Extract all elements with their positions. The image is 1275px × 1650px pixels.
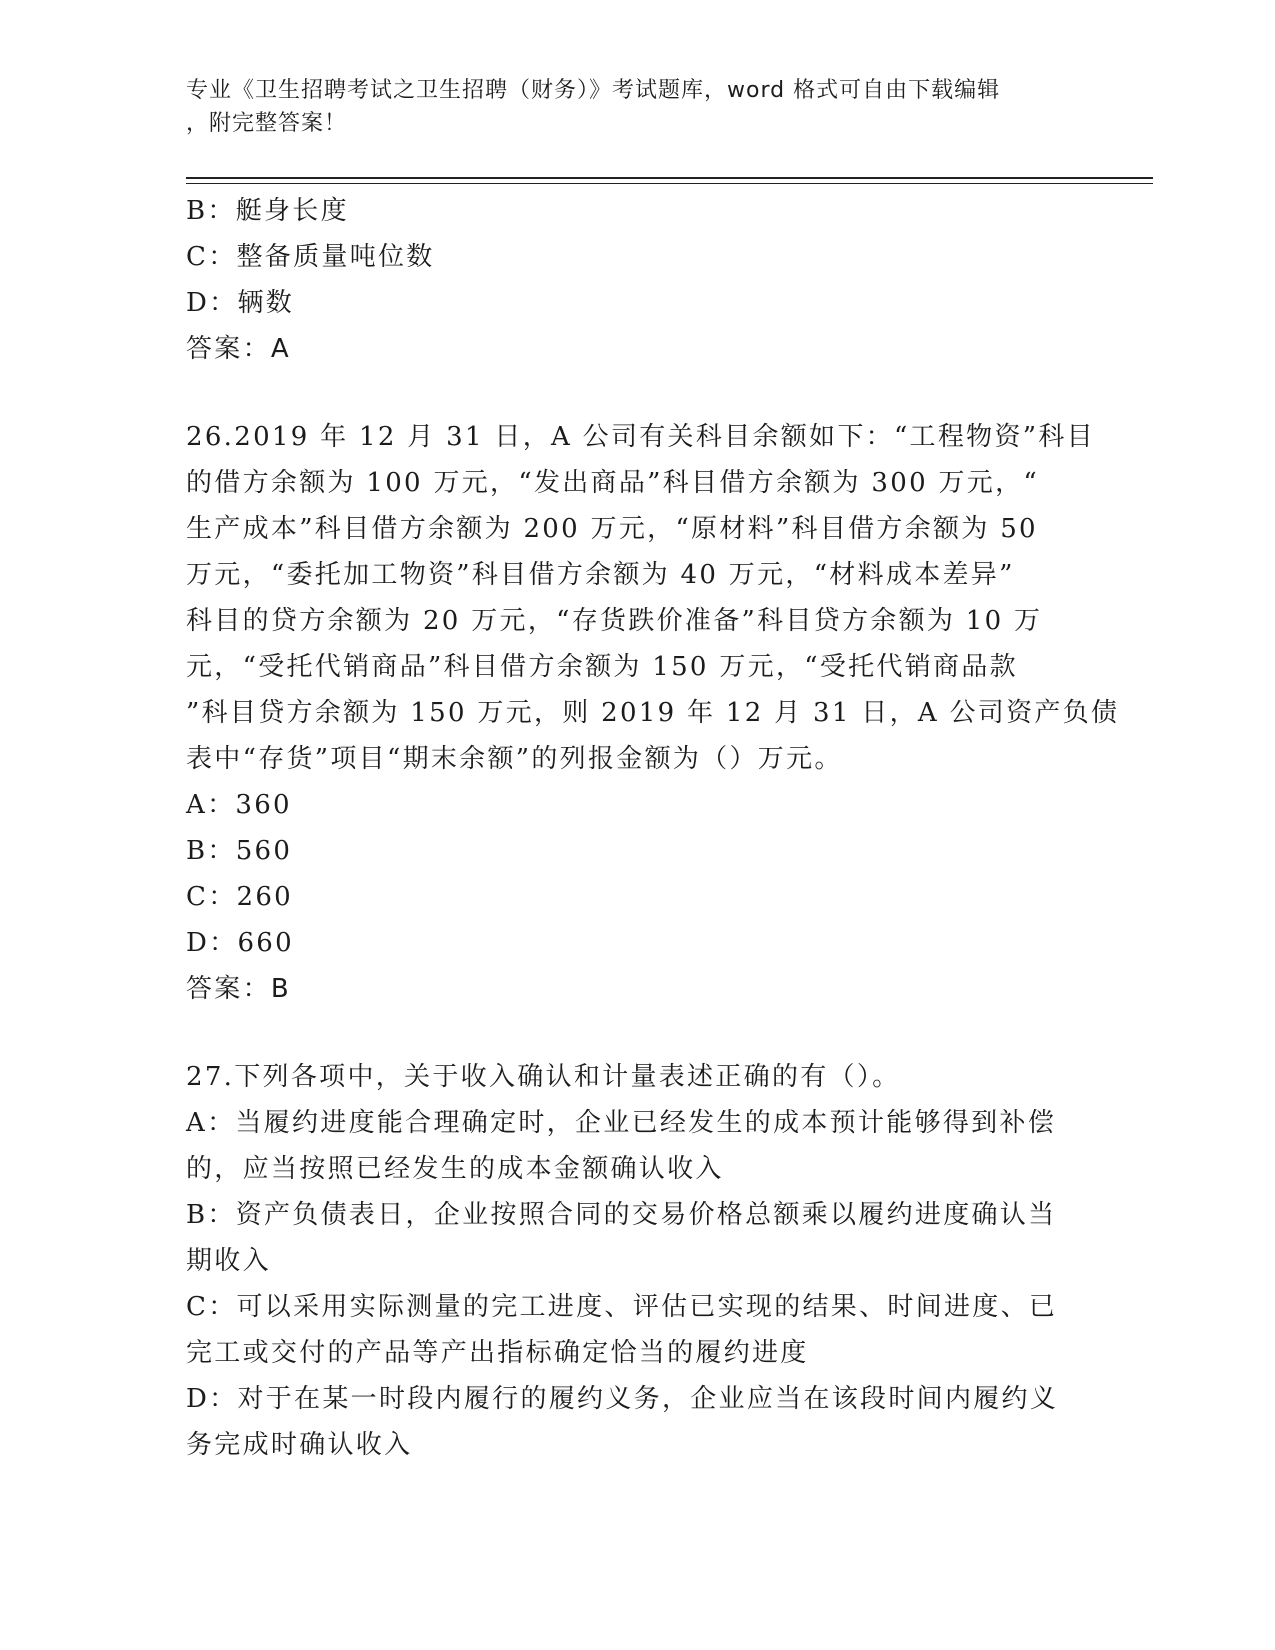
spacer: [186, 1012, 1086, 1054]
header-line: 专业《卫生招聘考试之卫生招聘（财务）》考试题库，word 格式可自由下载编辑: [186, 78, 1001, 103]
question-stem-line: 万元，“委托加工物资”科目借方余额为 40 万元，“材料成本差异”: [186, 560, 1015, 590]
option-line: C：可以采用实际测量的完工进度、评估已实现的结果、时间进度、已: [186, 1292, 1058, 1322]
answer-line: 答案：B: [186, 974, 292, 1004]
question-stem-line: 27.下列各项中，关于收入确认和计量表述正确的有（）。: [186, 1062, 901, 1092]
header-divider: [186, 177, 1153, 179]
question-content: [186, 188, 1120, 1468]
option-line: B：艇身长度: [186, 196, 349, 226]
answer-line: 答案：A: [186, 334, 291, 364]
option-line: D：辆数: [186, 288, 295, 318]
option-line: A：当履约进度能合理确定时，企业已经发生的成本预计能够得到补偿: [186, 1108, 1057, 1138]
option-line: B：560: [186, 836, 293, 866]
option-line: 的，应当按照已经发生的成本金额确认收入: [186, 1154, 724, 1184]
header-line: ，附完整答案！: [186, 111, 348, 136]
option-line: C：整备质量吨位数: [186, 242, 435, 272]
option-line: C：260: [186, 882, 294, 912]
question-stem-line: 元，“受托代销商品”科目借方余额为 150 万元，“受托代销商品款: [186, 652, 1018, 682]
option-line: 务完成时确认收入: [186, 1430, 413, 1460]
question-stem-line: 26.2019 年 12 月 31 日，A 公司有关科目余额如下：“工程物资”科目: [186, 422, 1095, 452]
spacer: [186, 372, 1086, 414]
option-line: A：360: [186, 790, 292, 820]
option-line: D：660: [186, 928, 294, 958]
option-line: D：对于在某一时段内履行的履约义务，企业应当在该段时间内履约义: [186, 1384, 1059, 1414]
document-header: [186, 74, 1086, 140]
option-line: 完工或交付的产品等产出指标确定恰当的履约进度: [186, 1338, 809, 1368]
question-stem-line: ”科目贷方余额为 150 万元，则 2019 年 12 月 31 日，A 公司资产负债: [186, 698, 1120, 728]
option-line: B：资产负债表日，企业按照合同的交易价格总额乘以履约进度确认当: [186, 1200, 1057, 1230]
question-stem-line: 的借方余额为 100 万元，“发出商品”科目借方余额为 300 万元，“: [186, 468, 1039, 498]
question-stem-line: 科目的贷方余额为 20 万元，“存货跌价准备”科目贷方余额为 10 万: [186, 606, 1043, 636]
option-line: 期收入: [186, 1246, 271, 1276]
header-divider: [186, 183, 1153, 184]
question-stem-line: 表中“存货”项目“期末余额”的列报金额为（）万元。: [186, 744, 843, 774]
question-stem-line: 生产成本”科目借方余额为 200 万元，“原材料”科目借方余额为 50: [186, 514, 1038, 544]
